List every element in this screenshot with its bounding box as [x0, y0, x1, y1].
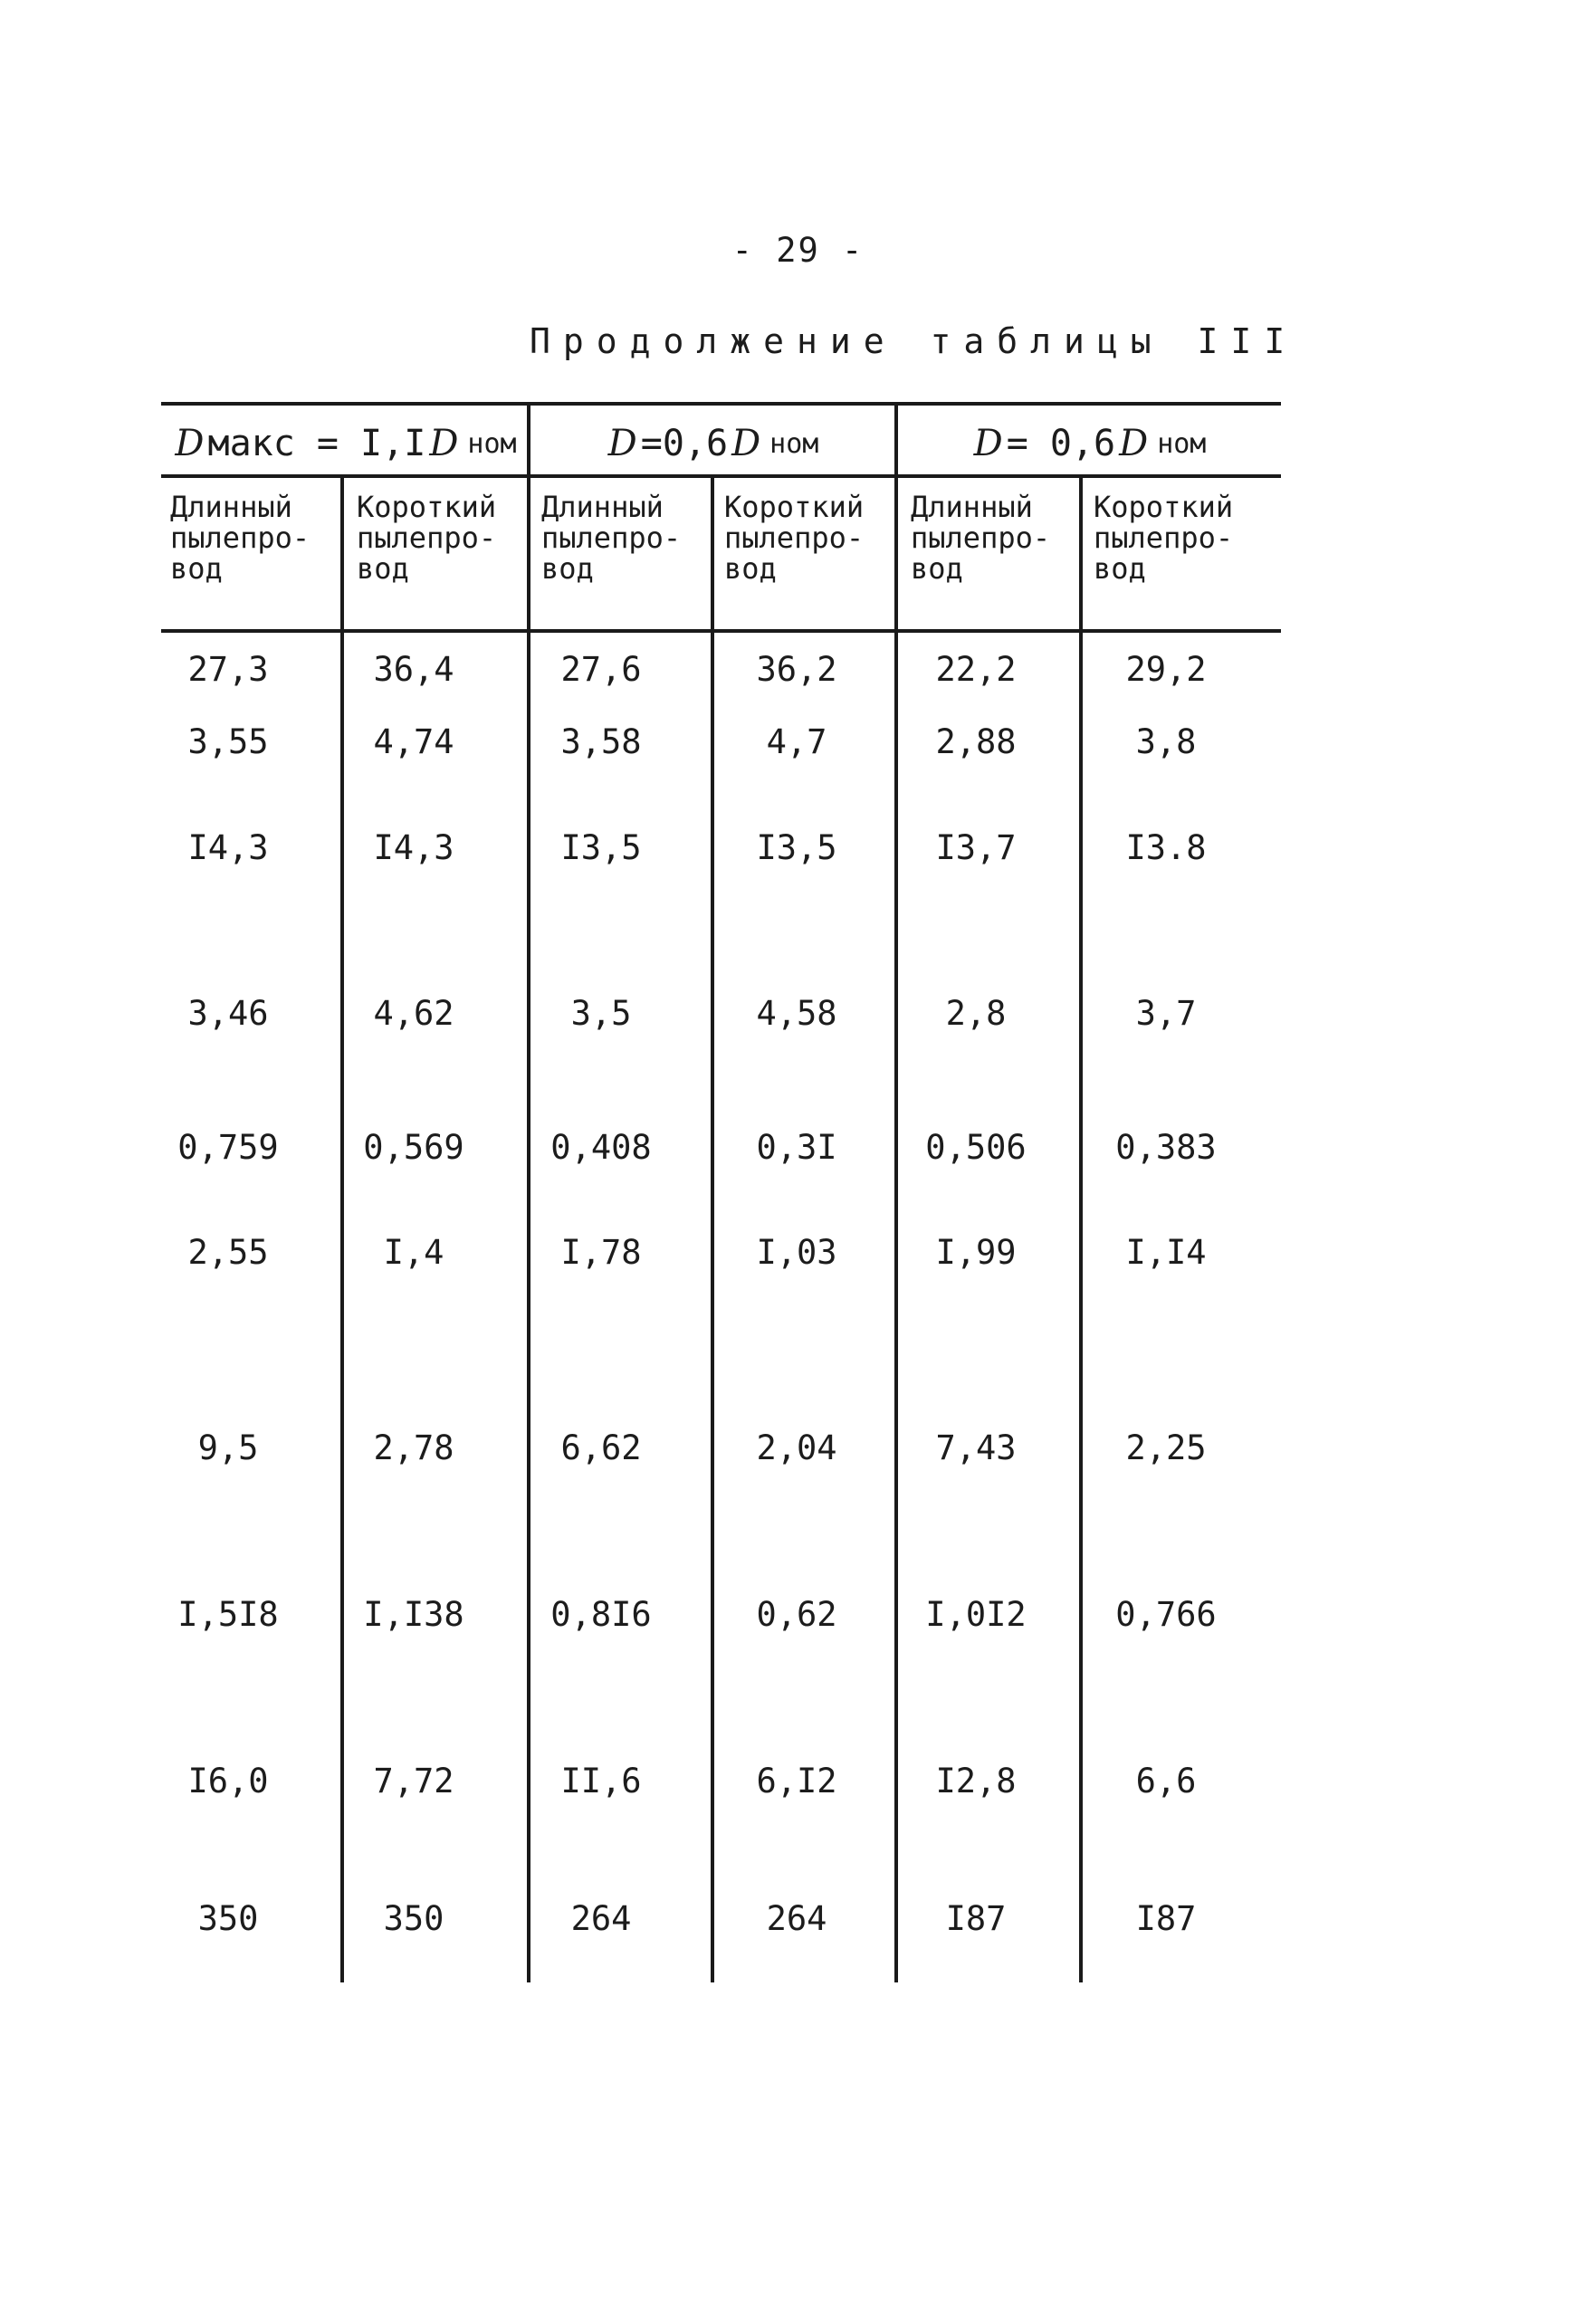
table-cell: 6,62 — [560, 1428, 642, 1467]
table-cell: 0,3I — [756, 1128, 837, 1167]
table-cell: 7,72 — [373, 1762, 454, 1800]
table-cell: 2,88 — [935, 722, 1017, 761]
table-cell: 3,7 — [1135, 994, 1197, 1033]
table-cell: 0,759 — [177, 1128, 279, 1167]
table-cell: II,6 — [560, 1762, 642, 1800]
table-cell: I87 — [945, 1899, 1007, 1938]
table-cell: I3,5 — [560, 828, 642, 867]
group-divider — [894, 404, 898, 1982]
group-subscript: ном — [467, 427, 517, 460]
table-cell: I3.8 — [1125, 828, 1207, 867]
table-cell: 4,62 — [373, 994, 454, 1033]
table-cell: 3,46 — [187, 994, 269, 1033]
table-cell: 3,8 — [1135, 722, 1197, 761]
column-divider — [340, 476, 344, 1982]
group-label: =0,6 — [640, 423, 729, 464]
table-cell: 4,7 — [766, 722, 827, 761]
table-cell: 4,58 — [756, 994, 837, 1033]
table-cell: 2,78 — [373, 1428, 454, 1467]
group-symbol: D — [429, 423, 459, 464]
table-cell: I,03 — [756, 1233, 837, 1272]
table-cell: I3,5 — [756, 828, 837, 867]
table-cell: 0,569 — [363, 1128, 464, 1167]
group-divider — [527, 404, 530, 1982]
table-cell: 3,58 — [560, 722, 642, 761]
table-cell: 7,43 — [935, 1428, 1017, 1467]
table-cell: I,0I2 — [925, 1595, 1027, 1634]
table-cell: 27,6 — [560, 650, 642, 689]
group-header-1 — [163, 412, 525, 475]
table-top-rule — [161, 402, 1281, 406]
table-cell: 27,3 — [187, 650, 269, 689]
table-cell: I,4 — [383, 1233, 444, 1272]
table-cell: 0,383 — [1115, 1128, 1217, 1167]
column-header: Длинный пылепро- вод — [911, 490, 1051, 586]
table-cell: 2,25 — [1125, 1428, 1207, 1467]
column-header: Короткий пылепро- вод — [724, 490, 865, 586]
column-header: Короткий пылепро- вод — [1094, 490, 1234, 586]
group-subscript: ном — [1157, 427, 1207, 460]
table-cell: 350 — [383, 1899, 444, 1938]
table-cell: I4,3 — [187, 828, 269, 867]
group-symbol: D — [175, 423, 205, 464]
column-header-rule — [161, 629, 1281, 633]
table-cell: I,99 — [935, 1233, 1017, 1272]
table-cell: 264 — [570, 1899, 632, 1938]
table-cell: 6,I2 — [756, 1762, 837, 1800]
column-divider — [1079, 476, 1083, 1982]
table-cell: 2,8 — [945, 994, 1007, 1033]
table-cell: 264 — [766, 1899, 827, 1938]
group-label: макс = I,I — [207, 423, 426, 464]
table-cell: 6,6 — [1135, 1762, 1197, 1800]
table-cell: 3,55 — [187, 722, 269, 761]
table-cell: 36,4 — [373, 650, 454, 689]
group-header-3 — [898, 412, 1278, 475]
table-cell: 350 — [197, 1899, 259, 1938]
column-header: Длинный пылепро- вод — [170, 490, 311, 586]
table-cell: I,I38 — [363, 1595, 464, 1634]
table-cell: I2,8 — [935, 1762, 1017, 1800]
table-cell: I87 — [1135, 1899, 1197, 1938]
table-cell: 0,408 — [550, 1128, 652, 1167]
column-header: Короткий пылепро- вод — [357, 490, 497, 586]
group-header-2 — [530, 412, 893, 475]
table-caption: Продолжение таблицы III — [530, 321, 1298, 361]
table-cell: 4,74 — [373, 722, 454, 761]
table-cell: I6,0 — [187, 1762, 269, 1800]
column-divider — [711, 476, 714, 1982]
table-cell: 0,766 — [1115, 1595, 1217, 1634]
table-cell: I4,3 — [373, 828, 454, 867]
table-cell: 0,506 — [925, 1128, 1027, 1167]
table-cell: 36,2 — [756, 650, 837, 689]
table-cell: 2,55 — [187, 1233, 269, 1272]
group-label: = 0,6 — [1006, 423, 1116, 464]
group-symbol: D — [973, 423, 1003, 464]
group-symbol: D — [1119, 423, 1149, 464]
table-cell: I,I4 — [1125, 1233, 1207, 1272]
group-symbol: D — [607, 423, 637, 464]
group-symbol: D — [731, 423, 761, 464]
table-cell: 2,04 — [756, 1428, 837, 1467]
table-cell: 9,5 — [197, 1428, 259, 1467]
table-cell: 0,62 — [756, 1595, 837, 1634]
column-header: Длинный пылепро- вод — [541, 490, 682, 586]
table-cell: I,78 — [560, 1233, 642, 1272]
table-cell: I,5I8 — [177, 1595, 279, 1634]
page-number: - 29 - — [731, 231, 865, 270]
table-cell: I3,7 — [935, 828, 1017, 867]
table-cell: 29,2 — [1125, 650, 1207, 689]
table-cell: 3,5 — [570, 994, 632, 1033]
table-cell: 0,8I6 — [550, 1595, 652, 1634]
group-subscript: ном — [769, 427, 819, 460]
table-cell: 22,2 — [935, 650, 1017, 689]
